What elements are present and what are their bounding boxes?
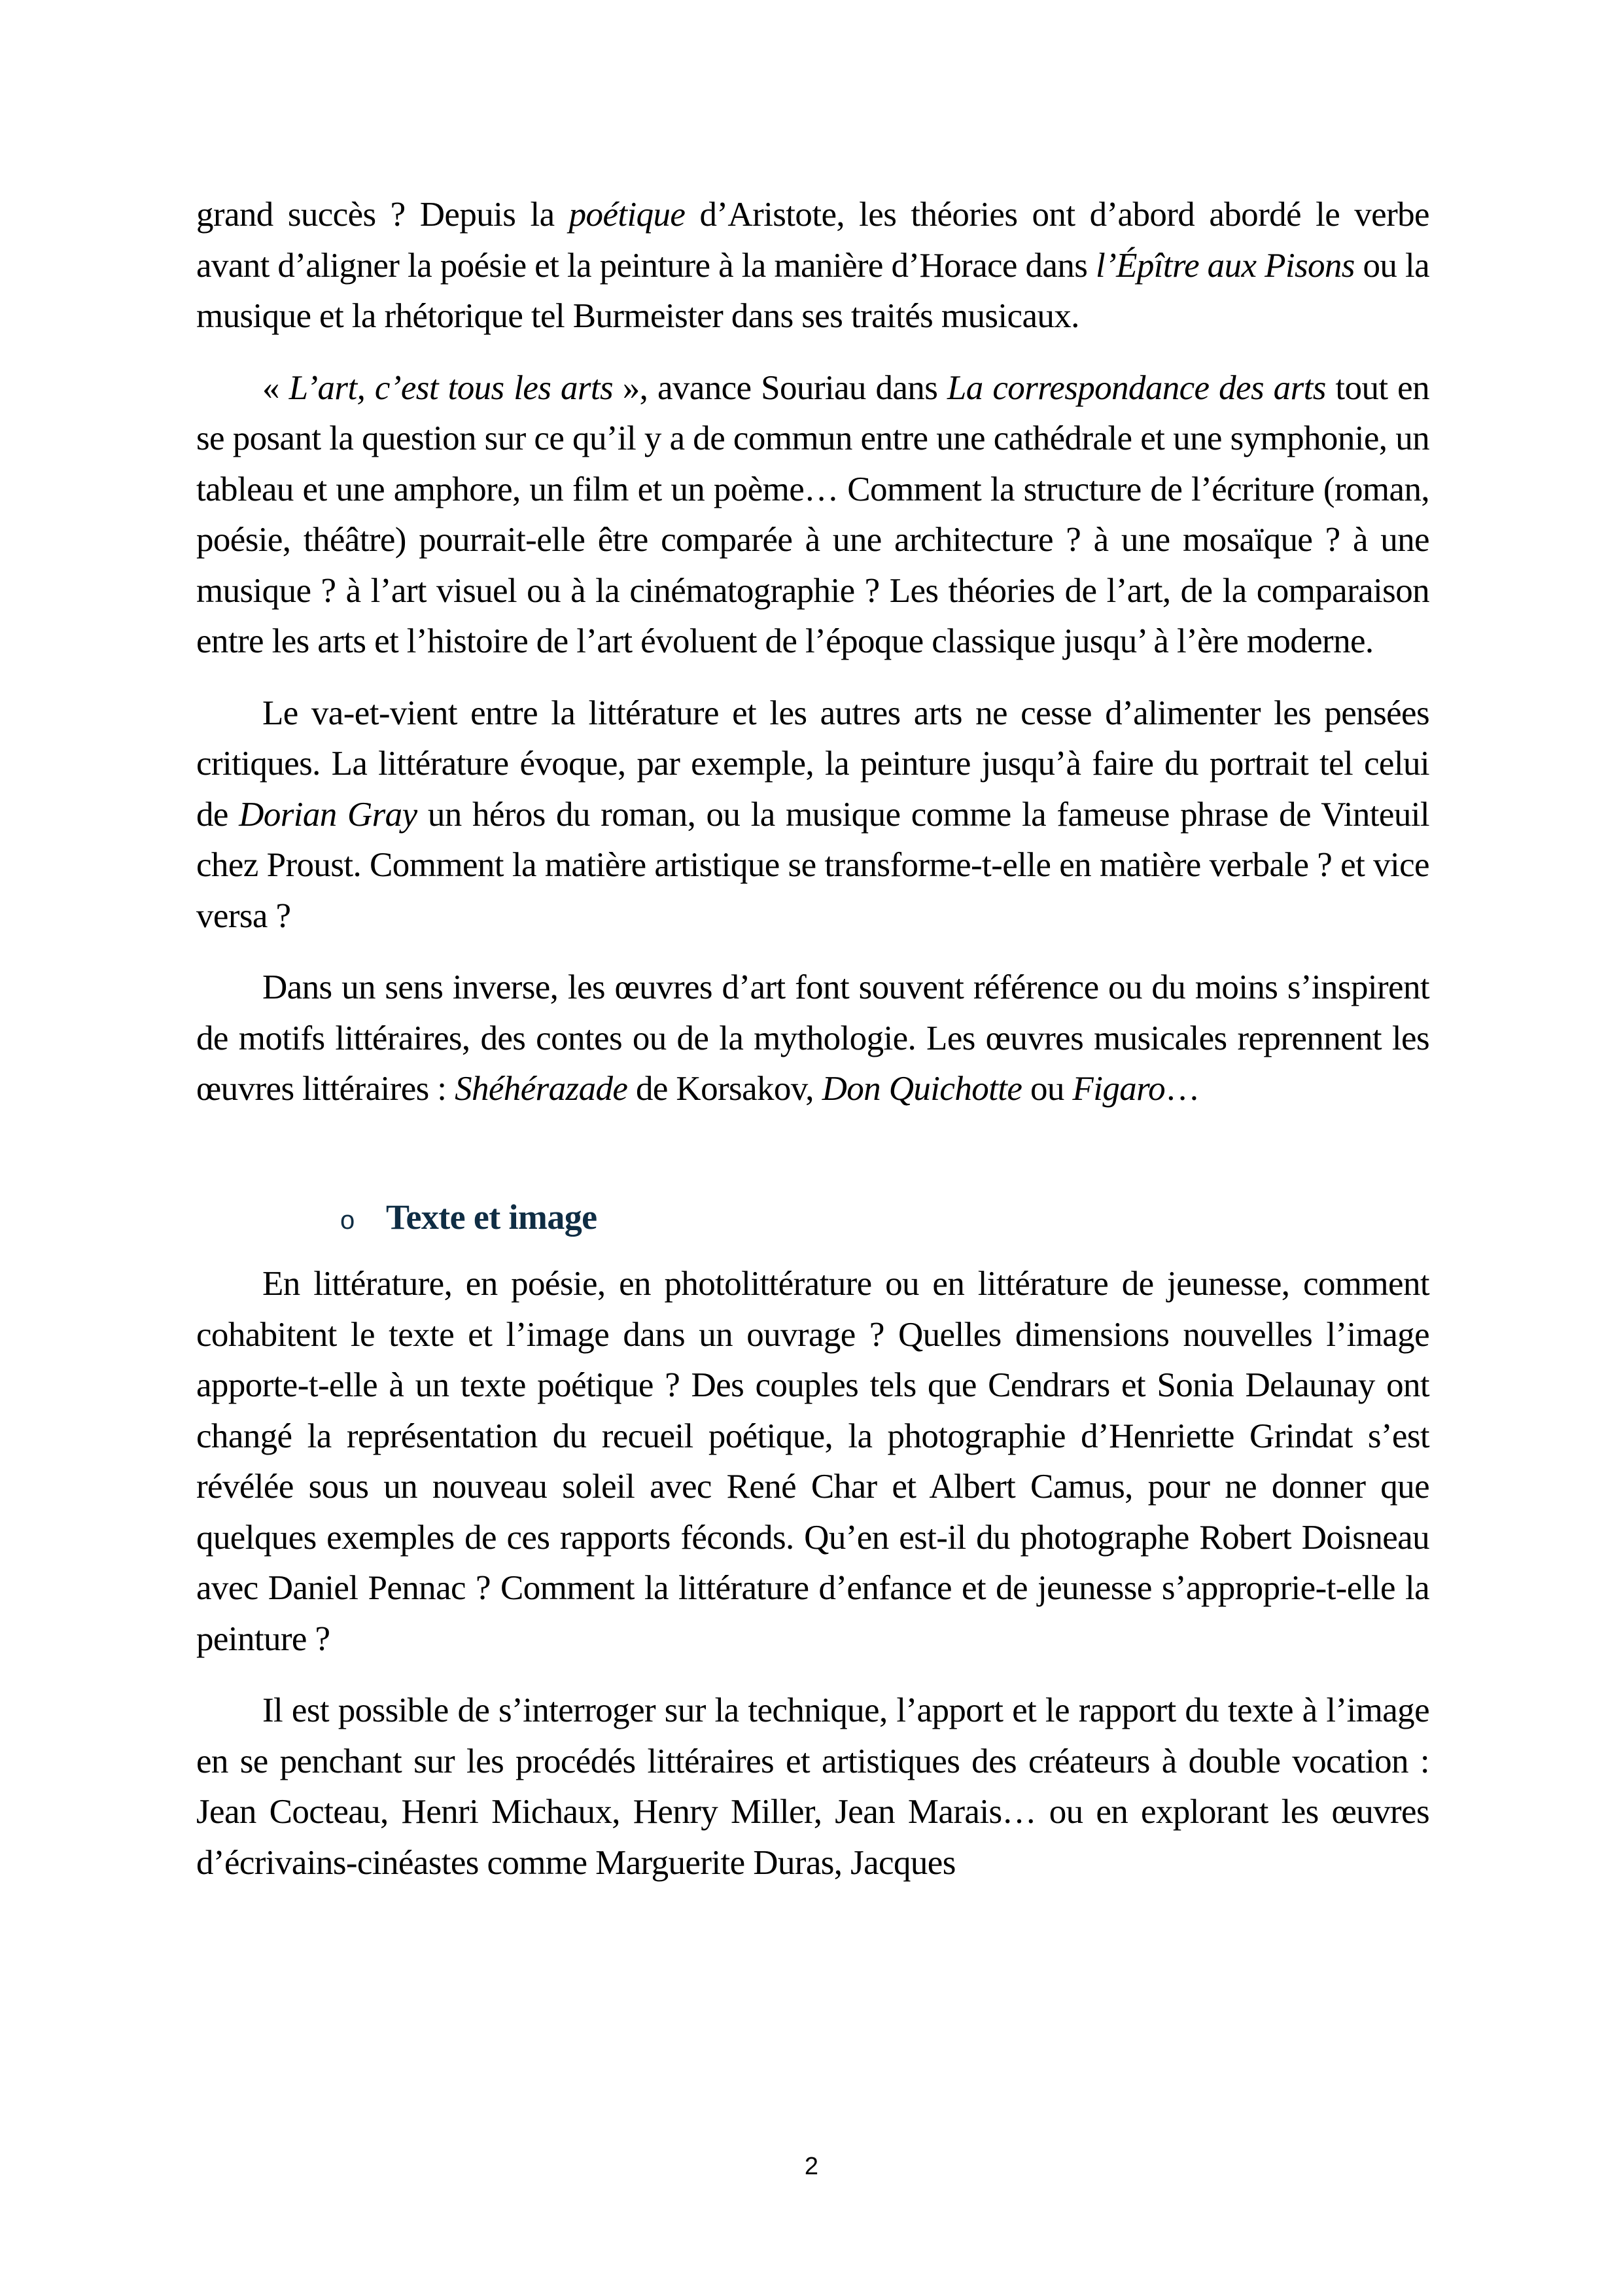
paragraph: [196, 963, 1429, 1115]
italic-title: Figaro: [1072, 1070, 1166, 1108]
text-run: d’Aristote, les théories ont d’abord abordé le verbe avant d’aligner la poésie et la peinture à la manière d’Horace dans: [196, 196, 1429, 285]
document-page: [196, 190, 1429, 1909]
italic-title: poétique: [568, 196, 686, 234]
italic-title: Shéhérazade: [455, 1070, 628, 1108]
text-run: tout en se posant la question sur ce qu’il y a de commun entre une cathédrale et une symphonie, un tableau et une amphore, un film et un poème… Comment la structure de l’écriture (roman, poésie, théâtre) pourrait-elle être comparée à une architecture ? à une mosaïque ? à une musique ? à l’art visuel ou à la cinématographie ? Les théories de l’art, de la comparaison entre les arts et l’histoire de l’art évoluent de l’époque classique jusqu’ à l’ère moderne.: [196, 368, 1429, 660]
italic-title: Dorian Gray: [239, 795, 417, 834]
section-heading-title: Texte et image: [386, 1197, 597, 1237]
text-run: ou: [1022, 1070, 1073, 1108]
text-run: de Korsakov,: [627, 1070, 822, 1108]
text-run: un héros du roman, ou la musique comme la fameuse phrase de Vinteuil chez Proust. Comment la matière artistique se transforme-t-elle en matière verbale ? et vice versa ?: [196, 795, 1429, 935]
italic-title: Don Quichotte: [822, 1070, 1022, 1108]
italic-title: La correspondance des arts: [947, 368, 1326, 407]
text-run: En littérature, en poésie, en photolittérature ou en littérature de jeunesse, comment cohabitent le texte et l’image dans un ouvrage ? Quelles dimensions nouvelles l’image apporte-t-elle à un texte poétique ? Des couples tels que Cendrars et Sonia Delaunay ont changé la représentation du recueil poétique, la photographie d’Henriette Grindat s’est révélée sous un nouveau soleil avec René Char et Albert Camus, pour ne donner que quelques exemples de ces rapports féconds. Qu’en est-il du photographe Robert Doisneau avec Daniel Pennac ? Comment la littérature d’enfance et de jeunesse s’approprie-t-elle la peinture ?: [196, 1265, 1429, 1658]
section-heading: [196, 1192, 1429, 1246]
text-run: ou la musique et la rhétorique tel Burmeister dans ses traités musicaux.: [196, 246, 1429, 335]
text-run: «: [262, 368, 289, 407]
text-run: Le va-et-vient entre la littérature et les autres arts ne cesse d’alimenter les pensées critiques. La littérature évoque, par exemple, la peinture jusqu’à faire du portrait tel celui de: [196, 694, 1429, 834]
italic-title: L’art, c’est tous les arts: [288, 368, 614, 407]
text-run: grand succès ? Depuis la: [196, 196, 569, 234]
paragraph: [196, 363, 1429, 667]
paragraph: [196, 1259, 1429, 1665]
section-texte-et-image: [196, 1259, 1429, 1888]
text-run: Il est possible de s’interroger sur la technique, l’apport et le rapport du texte à l’image en se penchant sur les procédés littéraires et artistiques des créateurs à double vocation : Jean Cocteau, Henri Michaux, Henry Miller, Jean Marais… ou en explorant les œuvres d’écrivains-cinéastes comme Marguerite Duras, Jacques: [196, 1691, 1429, 1882]
paragraph: [196, 1686, 1429, 1888]
page-number: 2: [804, 2153, 819, 2180]
section-intro: [196, 190, 1429, 1115]
text-run: …: [1165, 1070, 1200, 1108]
paragraph: [196, 190, 1429, 342]
paragraph: [196, 688, 1429, 942]
text-run: », avance Souriau dans: [613, 368, 947, 407]
text-run: Dans un sens inverse, les œuvres d’art font souvent référence ou du moins s’inspirent de motifs littéraires, des contes ou de la mythologie. Les œuvres musicales reprennent les œuvres littéraires :: [196, 968, 1429, 1108]
italic-title: l’Épître aux Pisons: [1095, 246, 1355, 285]
hollow-bullet-icon: o: [340, 1205, 355, 1235]
